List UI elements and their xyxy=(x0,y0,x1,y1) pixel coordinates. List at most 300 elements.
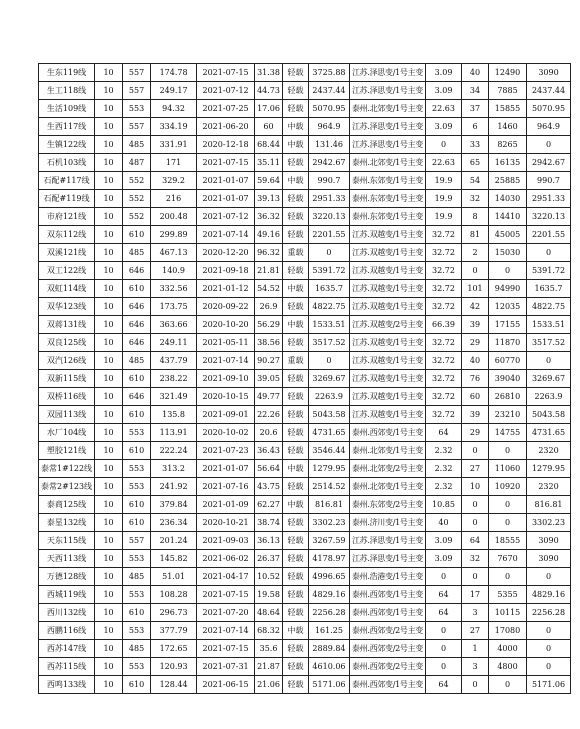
cell-user-count: 40 xyxy=(462,64,489,82)
cell-capacity: 23210 xyxy=(489,406,527,424)
table-row xyxy=(39,118,571,136)
cell-capacity: 0 xyxy=(489,262,527,280)
cell-load-rate: 39.05 xyxy=(255,370,283,388)
cell-spare-capacity: 990.7 xyxy=(308,172,349,190)
cell-voltage: 10 xyxy=(95,478,123,496)
cell-transformer-load: 64 xyxy=(426,424,462,442)
cell-available-capacity: 0 xyxy=(527,568,571,586)
cell-substation-transformer: 泰州.东郊变/2号主变 xyxy=(349,496,425,514)
cell-transformer-load: 32.72 xyxy=(426,406,462,424)
cell-line-name: 西城119线 xyxy=(39,586,95,604)
cell-transformer-load: 0 xyxy=(426,136,462,154)
cell-spare-capacity: 3267.59 xyxy=(308,532,349,550)
cell-current: 51.01 xyxy=(151,568,197,586)
cell-conductor-type: 610 xyxy=(123,226,151,244)
cell-load-rate: 49.16 xyxy=(255,226,283,244)
cell-substation-transformer: 江苏.双越变/1号主变 xyxy=(349,388,425,406)
cell-current: 331.91 xyxy=(151,136,197,154)
cell-available-capacity: 5391.72 xyxy=(527,262,571,280)
cell-transformer-load: 10.85 xyxy=(426,496,462,514)
cell-voltage: 10 xyxy=(95,622,123,640)
table-row xyxy=(39,406,571,424)
cell-conductor-type: 553 xyxy=(123,622,151,640)
cell-load-rate: 43.75 xyxy=(255,478,283,496)
cell-spare-capacity: 131.46 xyxy=(308,136,349,154)
cell-date: 2020-10-20 xyxy=(197,316,255,334)
cell-load-rate: 68.32 xyxy=(255,622,283,640)
cell-current: 200.48 xyxy=(151,208,197,226)
cell-current: 238.22 xyxy=(151,370,197,388)
cell-available-capacity: 1635.7 xyxy=(527,280,571,298)
cell-current: 437.79 xyxy=(151,352,197,370)
cell-voltage: 10 xyxy=(95,316,123,334)
cell-voltage: 10 xyxy=(95,334,123,352)
cell-load-status: 轻载 xyxy=(282,604,308,622)
cell-current: 222.24 xyxy=(151,442,197,460)
cell-date: 2021-07-14 xyxy=(197,352,255,370)
cell-line-name: 天东115线 xyxy=(39,532,95,550)
cell-capacity: 15030 xyxy=(489,244,527,262)
cell-load-rate: 56.29 xyxy=(255,316,283,334)
cell-date: 2021-07-15 xyxy=(197,586,255,604)
cell-conductor-type: 557 xyxy=(123,82,151,100)
cell-user-count: 0 xyxy=(462,514,489,532)
cell-load-rate: 19.58 xyxy=(255,586,283,604)
cell-load-rate: 35.6 xyxy=(255,640,283,658)
cell-load-rate: 62.27 xyxy=(255,496,283,514)
cell-load-status: 轻载 xyxy=(282,262,308,280)
cell-conductor-type: 485 xyxy=(123,352,151,370)
cell-transformer-load: 32.72 xyxy=(426,298,462,316)
cell-transformer-load: 64 xyxy=(426,586,462,604)
cell-line-name: 西鸣133线 xyxy=(39,676,95,694)
cell-user-count: 27 xyxy=(462,622,489,640)
cell-load-status: 轻载 xyxy=(282,478,308,496)
cell-user-count: 6 xyxy=(462,118,489,136)
cell-substation-transformer: 泰州.东郊变/1号主变 xyxy=(349,208,425,226)
cell-user-count: 1 xyxy=(462,640,489,658)
cell-voltage: 10 xyxy=(95,226,123,244)
cell-load-status: 中载 xyxy=(282,280,308,298)
cell-load-rate: 56.64 xyxy=(255,460,283,478)
cell-load-status: 轻载 xyxy=(282,676,308,694)
cell-date: 2020-12-18 xyxy=(197,136,255,154)
cell-available-capacity: 2951.33 xyxy=(527,190,571,208)
cell-capacity: 10115 xyxy=(489,604,527,622)
cell-line-name: 天西113线 xyxy=(39,550,95,568)
cell-spare-capacity: 4178.97 xyxy=(308,550,349,568)
cell-user-count: 64 xyxy=(462,532,489,550)
cell-spare-capacity: 3220.13 xyxy=(308,208,349,226)
cell-conductor-type: 646 xyxy=(123,316,151,334)
cell-load-status: 中载 xyxy=(282,622,308,640)
cell-load-status: 轻载 xyxy=(282,586,308,604)
cell-substation-transformer: 泰州.东郊变/1号主变 xyxy=(349,172,425,190)
cell-spare-capacity: 1279.95 xyxy=(308,460,349,478)
cell-available-capacity: 3090 xyxy=(527,532,571,550)
cell-substation-transformer: 泰州.西郊变/1号主变 xyxy=(349,604,425,622)
cell-available-capacity: 1533.51 xyxy=(527,316,571,334)
cell-user-count: 29 xyxy=(462,424,489,442)
cell-available-capacity: 0 xyxy=(527,658,571,676)
cell-transformer-load: 32.72 xyxy=(426,334,462,352)
cell-date: 2021-07-16 xyxy=(197,478,255,496)
cell-substation-transformer: 泰州.西郊变/1号主变 xyxy=(349,586,425,604)
table-row xyxy=(39,442,571,460)
cell-line-name: 双东112线 xyxy=(39,226,95,244)
cell-date: 2020-12-20 xyxy=(197,244,255,262)
cell-available-capacity: 816.81 xyxy=(527,496,571,514)
cell-user-count: 101 xyxy=(462,280,489,298)
cell-transformer-load: 22.63 xyxy=(426,154,462,172)
table-row xyxy=(39,460,571,478)
cell-spare-capacity: 2201.55 xyxy=(308,226,349,244)
cell-current: 113.91 xyxy=(151,424,197,442)
cell-user-count: 0 xyxy=(462,442,489,460)
cell-spare-capacity: 4610.06 xyxy=(308,658,349,676)
cell-transformer-load: 66.39 xyxy=(426,316,462,334)
cell-current: 236.34 xyxy=(151,514,197,532)
cell-date: 2021-09-10 xyxy=(197,370,255,388)
cell-available-capacity: 3220.13 xyxy=(527,208,571,226)
cell-load-status: 轻载 xyxy=(282,658,308,676)
cell-voltage: 10 xyxy=(95,586,123,604)
cell-user-count: 39 xyxy=(462,406,489,424)
cell-load-status: 中载 xyxy=(282,172,308,190)
cell-date: 2020-10-02 xyxy=(197,424,255,442)
cell-load-status: 轻载 xyxy=(282,100,308,118)
cell-current: 249.17 xyxy=(151,82,197,100)
cell-substation-transformer: 泰州.浩港变/1号主变 xyxy=(349,568,425,586)
cell-transformer-load: 0 xyxy=(426,658,462,676)
table-row xyxy=(39,478,571,496)
cell-user-count: 32 xyxy=(462,190,489,208)
cell-capacity: 7670 xyxy=(489,550,527,568)
cell-load-status: 中载 xyxy=(282,136,308,154)
cell-line-name: 西川132线 xyxy=(39,604,95,622)
cell-spare-capacity: 161.25 xyxy=(308,622,349,640)
cell-user-count: 76 xyxy=(462,370,489,388)
cell-available-capacity: 2437.44 xyxy=(527,82,571,100)
cell-load-rate: 38.56 xyxy=(255,334,283,352)
cell-spare-capacity: 3269.67 xyxy=(308,370,349,388)
cell-current: 120.93 xyxy=(151,658,197,676)
cell-voltage: 10 xyxy=(95,244,123,262)
cell-transformer-load: 3.09 xyxy=(426,118,462,136)
cell-transformer-load: 2.32 xyxy=(426,460,462,478)
cell-transformer-load: 32.72 xyxy=(426,244,462,262)
cell-spare-capacity: 3302.23 xyxy=(308,514,349,532)
table-row xyxy=(39,172,571,190)
cell-voltage: 10 xyxy=(95,370,123,388)
cell-substation-transformer: 江苏.双越变/1号主变 xyxy=(349,334,425,352)
cell-conductor-type: 553 xyxy=(123,550,151,568)
table-row xyxy=(39,658,571,676)
cell-substation-transformer: 江苏.双越变/1号主变 xyxy=(349,280,425,298)
cell-voltage: 10 xyxy=(95,118,123,136)
cell-load-status: 轻载 xyxy=(282,640,308,658)
cell-date: 2021-01-07 xyxy=(197,460,255,478)
cell-load-status: 重载 xyxy=(282,244,308,262)
cell-current: 172.65 xyxy=(151,640,197,658)
cell-voltage: 10 xyxy=(95,424,123,442)
cell-substation-transformer: 泰州.北郊变/2号主变 xyxy=(349,460,425,478)
cell-line-name: 双桥116线 xyxy=(39,388,95,406)
cell-available-capacity: 4829.16 xyxy=(527,586,571,604)
cell-available-capacity: 2263.9 xyxy=(527,388,571,406)
cell-current: 313.2 xyxy=(151,460,197,478)
cell-capacity: 17155 xyxy=(489,316,527,334)
cell-capacity: 12490 xyxy=(489,64,527,82)
cell-user-count: 65 xyxy=(462,154,489,172)
cell-conductor-type: 610 xyxy=(123,370,151,388)
cell-transformer-load: 19.9 xyxy=(426,208,462,226)
cell-load-rate: 26.9 xyxy=(255,298,283,316)
table-row xyxy=(39,100,571,118)
cell-load-rate: 20.6 xyxy=(255,424,283,442)
table-row xyxy=(39,586,571,604)
cell-load-rate: 36.13 xyxy=(255,532,283,550)
cell-load-status: 中载 xyxy=(282,316,308,334)
cell-conductor-type: 485 xyxy=(123,244,151,262)
cell-line-name: 生东119线 xyxy=(39,64,95,82)
cell-capacity: 39040 xyxy=(489,370,527,388)
cell-substation-transformer: 江苏.双越变/1号主变 xyxy=(349,370,425,388)
cell-voltage: 10 xyxy=(95,658,123,676)
cell-user-count: 3 xyxy=(462,604,489,622)
table-row xyxy=(39,64,571,82)
cell-available-capacity: 2320 xyxy=(527,478,571,496)
cell-transformer-load: 0 xyxy=(426,568,462,586)
cell-transformer-load: 32.72 xyxy=(426,370,462,388)
cell-spare-capacity: 5070.95 xyxy=(308,100,349,118)
cell-transformer-load: 32.72 xyxy=(426,226,462,244)
cell-conductor-type: 610 xyxy=(123,496,151,514)
cell-voltage: 10 xyxy=(95,208,123,226)
cell-load-rate: 54.52 xyxy=(255,280,283,298)
cell-load-status: 轻载 xyxy=(282,532,308,550)
cell-voltage: 10 xyxy=(95,136,123,154)
table-row xyxy=(39,226,571,244)
cell-date: 2021-04-17 xyxy=(197,568,255,586)
cell-line-name: 双蒋131线 xyxy=(39,316,95,334)
cell-available-capacity: 5043.58 xyxy=(527,406,571,424)
cell-spare-capacity: 816.81 xyxy=(308,496,349,514)
table-row xyxy=(39,334,571,352)
cell-available-capacity: 0 xyxy=(527,136,571,154)
table-row xyxy=(39,532,571,550)
table-row xyxy=(39,514,571,532)
cell-line-name: 水厂104线 xyxy=(39,424,95,442)
cell-spare-capacity: 2437.44 xyxy=(308,82,349,100)
cell-conductor-type: 552 xyxy=(123,172,151,190)
cell-available-capacity: 0 xyxy=(527,352,571,370)
cell-user-count: 0 xyxy=(462,568,489,586)
cell-spare-capacity: 5391.72 xyxy=(308,262,349,280)
cell-user-count: 27 xyxy=(462,460,489,478)
cell-date: 2021-09-01 xyxy=(197,406,255,424)
cell-conductor-type: 646 xyxy=(123,262,151,280)
table-row xyxy=(39,424,571,442)
cell-voltage: 10 xyxy=(95,676,123,694)
cell-available-capacity: 0 xyxy=(527,640,571,658)
cell-user-count: 2 xyxy=(462,244,489,262)
cell-spare-capacity: 5171.06 xyxy=(308,676,349,694)
cell-load-rate: 96.32 xyxy=(255,244,283,262)
cell-transformer-load: 19.9 xyxy=(426,190,462,208)
table-row xyxy=(39,316,571,334)
cell-transformer-load: 3.09 xyxy=(426,82,462,100)
cell-current: 201.24 xyxy=(151,532,197,550)
cell-substation-transformer: 泰州.北郊变/1号主变 xyxy=(349,100,425,118)
table-row xyxy=(39,298,571,316)
cell-load-status: 中载 xyxy=(282,496,308,514)
cell-transformer-load: 19.9 xyxy=(426,172,462,190)
cell-user-count: 54 xyxy=(462,172,489,190)
cell-date: 2020-10-21 xyxy=(197,514,255,532)
cell-date: 2021-09-03 xyxy=(197,532,255,550)
cell-load-rate: 90.27 xyxy=(255,352,283,370)
cell-substation-transformer: 泰州.西郊变/1号主变 xyxy=(349,424,425,442)
cell-voltage: 10 xyxy=(95,82,123,100)
table-row xyxy=(39,640,571,658)
cell-user-count: 0 xyxy=(462,676,489,694)
cell-load-rate: 48.64 xyxy=(255,604,283,622)
cell-load-status: 轻载 xyxy=(282,568,308,586)
cell-line-name: 石机103线 xyxy=(39,154,95,172)
cell-capacity: 0 xyxy=(489,676,527,694)
cell-line-name: 双工122线 xyxy=(39,262,95,280)
cell-substation-transformer: 泰州.西郊变/1号主变 xyxy=(349,676,425,694)
cell-voltage: 10 xyxy=(95,496,123,514)
cell-user-count: 0 xyxy=(462,496,489,514)
cell-voltage: 10 xyxy=(95,64,123,82)
cell-line-name: 双园113线 xyxy=(39,406,95,424)
cell-line-name: 万德128线 xyxy=(39,568,95,586)
cell-substation-transformer: 江苏.双越变/1号主变 xyxy=(349,352,425,370)
cell-current: 329.2 xyxy=(151,172,197,190)
cell-spare-capacity: 3546.44 xyxy=(308,442,349,460)
cell-conductor-type: 557 xyxy=(123,532,151,550)
cell-line-name: 生西117线 xyxy=(39,118,95,136)
cell-line-name: 西苏147线 xyxy=(39,640,95,658)
cell-substation-transformer: 江苏.泽思变/1号主变 xyxy=(349,550,425,568)
cell-substation-transformer: 泰州.西郊变/2号主变 xyxy=(349,640,425,658)
cell-current: 216 xyxy=(151,190,197,208)
cell-user-count: 8 xyxy=(462,208,489,226)
cell-capacity: 11060 xyxy=(489,460,527,478)
cell-available-capacity: 990.7 xyxy=(527,172,571,190)
cell-load-status: 中载 xyxy=(282,460,308,478)
cell-available-capacity: 3269.67 xyxy=(527,370,571,388)
cell-line-name: 双华123线 xyxy=(39,298,95,316)
cell-substation-transformer: 泰州.东郊变/1号主变 xyxy=(349,190,425,208)
cell-load-rate: 38.74 xyxy=(255,514,283,532)
cell-transformer-load: 32.72 xyxy=(426,352,462,370)
table-row xyxy=(39,244,571,262)
cell-load-status: 轻载 xyxy=(282,190,308,208)
cell-capacity: 11870 xyxy=(489,334,527,352)
cell-capacity: 0 xyxy=(489,514,527,532)
table-row xyxy=(39,154,571,172)
cell-user-count: 81 xyxy=(462,226,489,244)
table-row xyxy=(39,568,571,586)
cell-conductor-type: 646 xyxy=(123,334,151,352)
table-row xyxy=(39,262,571,280)
cell-user-count: 17 xyxy=(462,586,489,604)
cell-current: 379.84 xyxy=(151,496,197,514)
line-load-table xyxy=(38,63,571,694)
cell-spare-capacity: 2889.84 xyxy=(308,640,349,658)
cell-current: 249.11 xyxy=(151,334,197,352)
cell-current: 299.89 xyxy=(151,226,197,244)
cell-conductor-type: 610 xyxy=(123,514,151,532)
cell-transformer-load: 32.72 xyxy=(426,388,462,406)
cell-transformer-load: 64 xyxy=(426,604,462,622)
cell-available-capacity: 964.9 xyxy=(527,118,571,136)
cell-transformer-load: 32.72 xyxy=(426,262,462,280)
cell-user-count: 39 xyxy=(462,316,489,334)
cell-conductor-type: 646 xyxy=(123,388,151,406)
cell-date: 2021-05-11 xyxy=(197,334,255,352)
cell-load-rate: 21.81 xyxy=(255,262,283,280)
cell-load-rate: 59.64 xyxy=(255,172,283,190)
cell-current: 108.28 xyxy=(151,586,197,604)
cell-line-name: 泰常1#122线 xyxy=(39,460,95,478)
cell-capacity: 14030 xyxy=(489,190,527,208)
cell-transformer-load: 64 xyxy=(426,676,462,694)
cell-substation-transformer: 泰州.北郊变/1号主变 xyxy=(349,154,425,172)
cell-capacity: 25885 xyxy=(489,172,527,190)
cell-substation-transformer: 泰州.北郊变/1号主变 xyxy=(349,478,425,496)
cell-load-rate: 26.37 xyxy=(255,550,283,568)
cell-current: 363.66 xyxy=(151,316,197,334)
cell-load-status: 轻载 xyxy=(282,208,308,226)
cell-user-count: 10 xyxy=(462,478,489,496)
cell-line-name: 泰常2#123线 xyxy=(39,478,95,496)
cell-transformer-load: 0 xyxy=(426,640,462,658)
cell-line-name: 生镇122线 xyxy=(39,136,95,154)
cell-capacity: 0 xyxy=(489,496,527,514)
cell-voltage: 10 xyxy=(95,280,123,298)
cell-available-capacity: 4822.75 xyxy=(527,298,571,316)
cell-transformer-load: 40 xyxy=(426,514,462,532)
cell-load-status: 轻载 xyxy=(282,154,308,172)
cell-voltage: 10 xyxy=(95,154,123,172)
cell-spare-capacity: 1533.51 xyxy=(308,316,349,334)
table-row xyxy=(39,370,571,388)
cell-substation-transformer: 江苏.泽思变/1号主变 xyxy=(349,64,425,82)
cell-transformer-load: 3.09 xyxy=(426,532,462,550)
cell-substation-transformer: 江苏.双越变/1号主变 xyxy=(349,244,425,262)
cell-voltage: 10 xyxy=(95,262,123,280)
cell-load-status: 轻载 xyxy=(282,226,308,244)
cell-conductor-type: 553 xyxy=(123,478,151,496)
cell-date: 2021-07-20 xyxy=(197,604,255,622)
cell-voltage: 10 xyxy=(95,640,123,658)
cell-available-capacity: 2320 xyxy=(527,442,571,460)
cell-conductor-type: 485 xyxy=(123,568,151,586)
cell-load-rate: 36.43 xyxy=(255,442,283,460)
cell-capacity: 1460 xyxy=(489,118,527,136)
cell-voltage: 10 xyxy=(95,298,123,316)
cell-load-status: 轻载 xyxy=(282,424,308,442)
table-row xyxy=(39,604,571,622)
cell-load-status: 轻载 xyxy=(282,514,308,532)
cell-available-capacity: 5171.06 xyxy=(527,676,571,694)
cell-load-status: 轻载 xyxy=(282,442,308,460)
cell-user-count: 34 xyxy=(462,82,489,100)
